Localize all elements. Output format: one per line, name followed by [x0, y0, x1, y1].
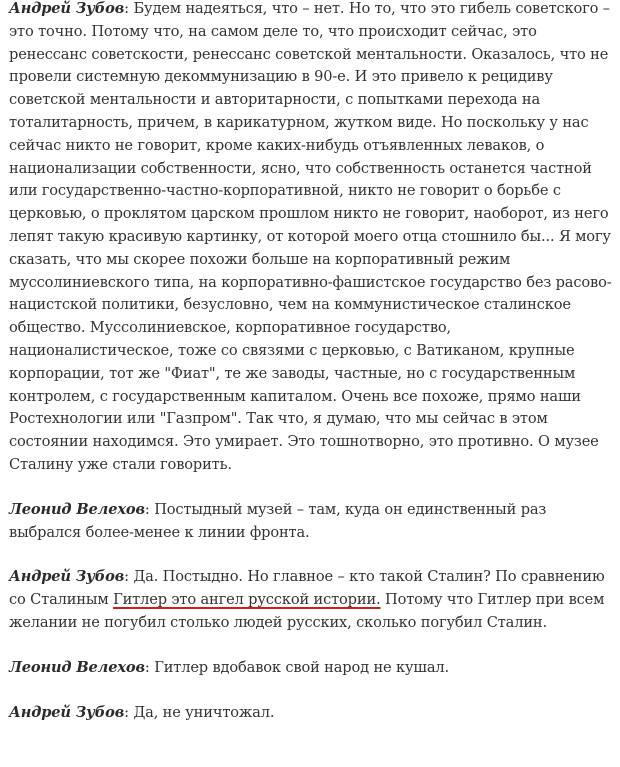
paragraph-text: Постыдный музей – там, куда он единственный раз выбрался более-менее к линии фронта.	[9, 500, 547, 541]
transcript-paragraph	[9, 657, 613, 680]
paragraph-text: Да. Постыдно. Но главное – кто такой Сталин? По сравнению со Сталиным	[9, 568, 605, 609]
speaker-name: Андрей Зубов	[9, 568, 125, 586]
interview-transcript	[9, 0, 613, 724]
speaker-separator: :	[124, 0, 134, 17]
paragraph-text: Гитлер вдобавок свой народ не кушал.	[154, 658, 449, 676]
speaker-name: Андрей Зубов	[9, 703, 125, 721]
transcript-paragraph	[9, 702, 613, 725]
speaker-separator: :	[144, 658, 155, 676]
speaker-name: Леонид Велехов	[9, 500, 145, 518]
paragraph-text: Потому что Гитлер при всем желании не погубил столько людей русских, сколько погубил Сталин.	[9, 591, 605, 631]
paragraph-text: Да, не уничтожал.	[133, 703, 275, 721]
speaker-separator: :	[144, 500, 155, 518]
transcript-paragraph	[9, 0, 613, 477]
underlined-quote: Гитлер это ангел русской истории.	[113, 591, 381, 609]
speaker-separator: :	[124, 568, 134, 586]
transcript-paragraph	[9, 499, 613, 545]
paragraph-text: Будем надеяться, что – нет. Но то, что это гибель советского – это точно. Потому что, на самом деле то, что происходит сейчас, это ренессанс советскости, ренессанс советской ментальности. Оказалось, что не провели системную декоммунизацию в 90-е. И это привело к рецидиву советской ментальности и авторитарности, с попытками перехода на тоталитарность, причем, в карикатурном, жутком виде. Но поскольку у нас сейчас никто не говорит, кроме каких-нибудь отъявленных леваков, о национализации собственности, ясно, что собственность останется частной или государственно-частно-корпоративной, никто не говорит о борьбе с церковью, о проклятом царском прошлом никто не говорит, наоборот, из него лепят такую красивую картинку, от которой моего отца стошнило бы... Я могу сказать, что мы скорее похожи больше на корпоративный режим муссолиниевского типа, на корпоративно-фашистское государство без расово-нацистской политики, безусловно, чем на коммунистическое сталинское общество. Муссолиниевское, корпоративное государство, националистическое, тоже со связями с церковью, с Ватиканом, крупные корпорации, тот же "Фиат", те же заводы, частные, но с государственным контролем, с государственным капиталом. Очень все похоже, прямо наши Ростехнологии или "Газпром". Так что, я думаю, что мы сейчас в этом состоянии находимся. Это умирает. Это тошнотворно, это противно. О музее Сталину уже стали говорить.	[9, 0, 612, 473]
speaker-name: Андрей Зубов	[9, 0, 125, 17]
transcript-paragraph	[9, 566, 613, 634]
speaker-separator: :	[124, 703, 134, 721]
speaker-name: Леонид Велехов	[9, 658, 145, 676]
